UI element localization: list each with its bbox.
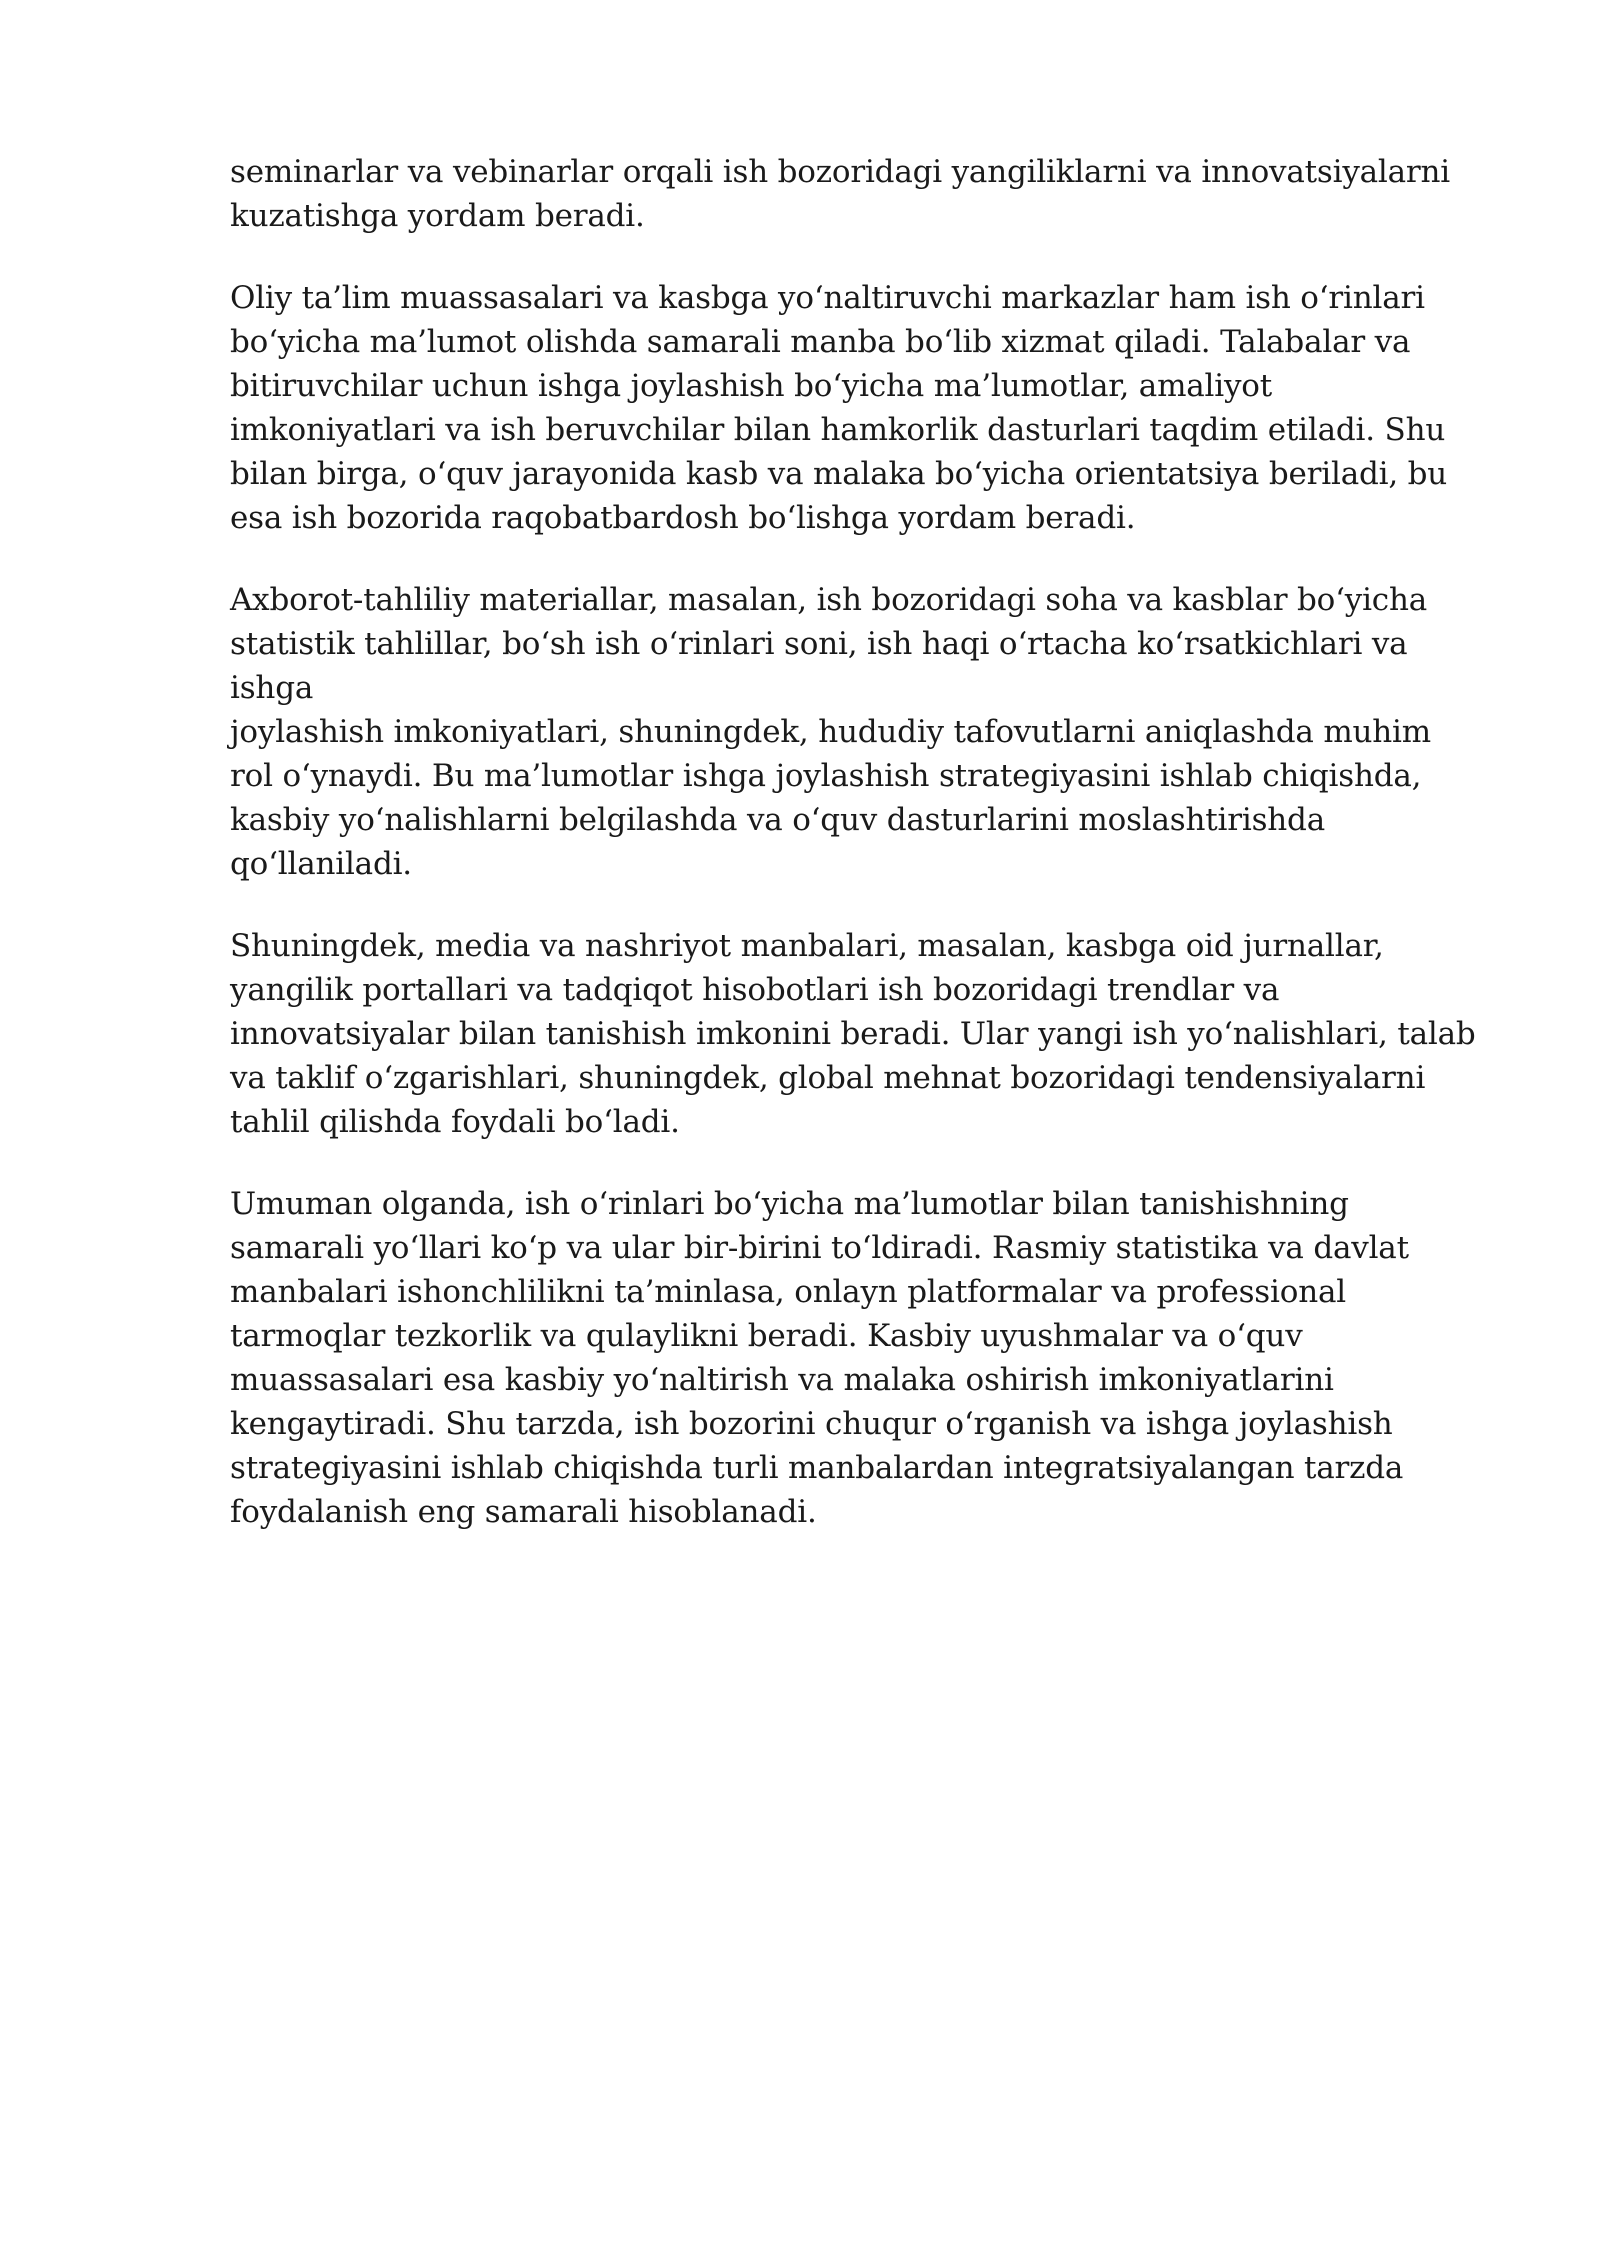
paragraph-2: Oliy ta’lim muassasalari va kasbga yo‘naltiruvchi markazlar ham ish o‘rinlari bo‘yicha ma’lumot olishda samarali manba bo‘lib xizmat qiladi. Talabalar va bitiruvchilar uchun ishga joylashish bo‘yicha ma’lumotlar, amaliyot imkoniyatlari va ish beruvchilar bilan hamkorlik dasturlari taqdim etiladi. Shu bilan birga, o‘quv jarayonida kasb va malaka bo‘yicha orientatsiya beriladi, bu esa ish bozorida raqobatbardosh bo‘lishga yordam beradi. [230, 280, 1448, 536]
paragraph-1: seminarlar va vebinarlar orqali ish bozoridagi yangiliklarni va innovatsiyalarni kuzatishga yordam beradi. [230, 154, 1451, 234]
paragraph-5: Umuman olganda, ish o‘rinlari bo‘yicha ma’lumotlar bilan tanishishning samarali yo‘llari ko‘p va ular bir-birini to‘ldiradi. Rasmiy statistika va davlat manbalari ishonchlilikni ta’minlasa, onlayn platformalar va professional tarmoqlar tezkorlik va qulaylikni beradi. Kasbiy uyushmalar va o‘quv muassasalari esa kasbiy yo‘naltirish va malaka oshirish imkoniyatlarini kengaytiradi. Shu tarzda, ish bozorini chuqur o‘rganish va ishga joylashish strategiyasini ishlab chiqishda turli manbalardan integratsiyalangan tarzda foydalanish eng samarali hisoblanadi. [230, 1186, 1409, 1530]
paragraph-3: Axborot-tahliliy materiallar, masalan, ish bozoridagi soha va kasblar bo‘yicha statistik tahlillar, bo‘sh ish o‘rinlari soni, ish haqi o‘rtacha ko‘rsatkichlari va ishga joylashish imkoniyatlari, shuningdek, hududiy tafovutlarni aniqlashda muhim rol o‘ynaydi. Bu ma’lumotlar ishga joylashish strategiyasini ishlab chiqishda, kasbiy yo‘nalishlarni belgilashda va o‘quv dasturlarini moslashtirishda qo‘llaniladi. [230, 582, 1431, 882]
paragraph-4: Shuningdek, media va nashriyot manbalari, masalan, kasbga oid jurnallar, yangilik portallari va tadqiqot hisobotlari ish bozoridagi trendlar va innovatsiyalar bilan tanishish imkonini beradi. Ular yangi ish yo‘nalishlari, talab va taklif o‘zgarishlari, shuningdek, global mehnat bozoridagi tendensiyalarni tahlil qilishda foydali bo‘ladi. [230, 928, 1476, 1140]
document-body [230, 150, 1500, 1572]
